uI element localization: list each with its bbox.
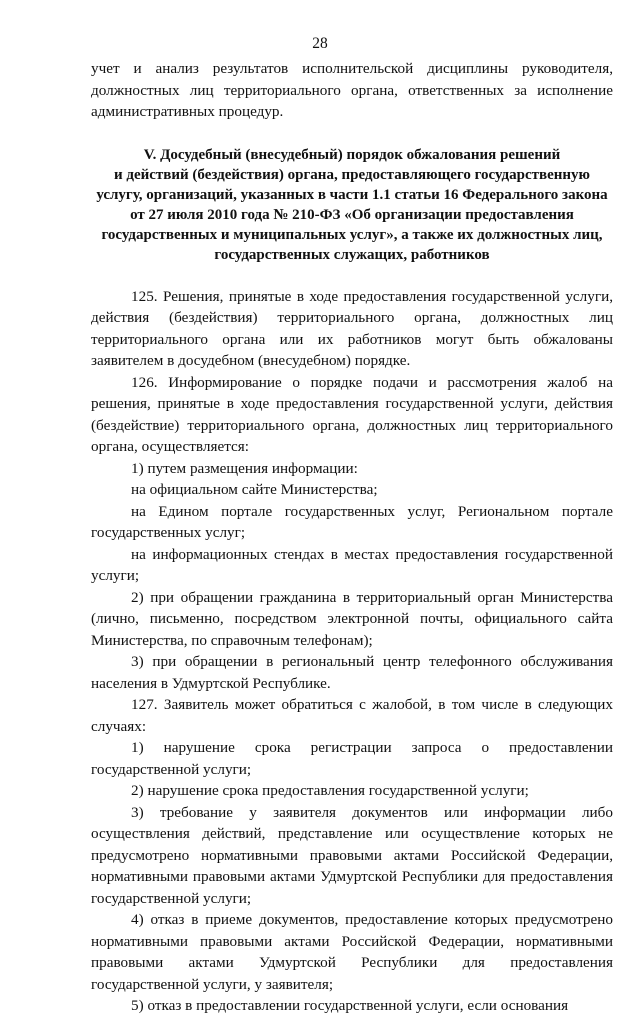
heading-line: от 27 июля 2010 года № 210-ФЗ «Об организации предоставления: [130, 206, 574, 223]
paragraph-126: 126. Информирование о порядке подачи и рассмотрения жалоб на решения, принятые в ходе предоставления государственной услуги, действия (бездействие) территориального органа, должностных лиц территориального органа, осуществляется:: [91, 373, 613, 455]
heading-line: V. Досудебный (внесудебный) порядок обжалования решений: [143, 146, 561, 163]
list-item: 5) отказ в предоставлении государственной услуги, если основания: [131, 997, 569, 1014]
list-item: на официальном сайте Министерства;: [131, 481, 378, 498]
heading-line: государственных и муниципальных услуг», а также их должностных лиц,: [101, 226, 603, 243]
list-item: 1) нарушение срока регистрации запроса о предоставлении государственной услуги;: [91, 739, 613, 778]
list-item: 4) отказ в приеме документов, предоставление которых предусмотрено нормативными правовыми актами Российской Федерации, нормативными правовыми актами Удмуртской Республики для предоставления государственной услуги, у заявителя;: [91, 911, 613, 993]
section-heading: [91, 145, 613, 265]
heading-line: государственных служащих, работников: [214, 246, 490, 263]
paragraph-127: 127. Заявитель может обратиться с жалобой, в том числе в следующих случаях:: [91, 696, 613, 735]
heading-line: и действий (бездействия) органа, предоставляющего государственную: [113, 166, 591, 183]
paragraph-125: 125. Решения, принятые в ходе предоставления государственной услуги, действия (бездействия) территориального органа, должностных лиц территориального органа или их работников могут быть обжалованы заявителем в досудебном (внесудебном) порядке.: [91, 287, 613, 369]
list-item: на информационных стендах в местах предоставления государственной услуги;: [91, 545, 613, 584]
list-item: 2) нарушение срока предоставления государственной услуги;: [131, 782, 529, 799]
document-body: [91, 58, 613, 1017]
list-item: на Едином портале государственных услуг, Региональном портале государственных услуг;: [91, 502, 613, 541]
list-item: 2) при обращении гражданина в территориальный орган Министерства (лично, письменно, посредством электронной почты, официального сайта Министерства, по справочным телефонам);: [91, 588, 613, 649]
intro-paragraph: учет и анализ результатов исполнительской дисциплины руководителя, должностных лиц территориального органа, ответственных за исполнение административных процедур.: [91, 60, 613, 120]
list-item: 1) путем размещения информации:: [131, 459, 358, 477]
list-item: 3) требование у заявителя документов или информации либо осуществления действий, представление или осуществление которых не предусмотрено нормативными правовыми актами Российской Федерации, нормативными правовыми актами Удмуртской Республики для предоставления государственной услуги;: [91, 803, 613, 907]
page-number: 28: [312, 35, 328, 52]
heading-line: услугу, организаций, указанных в части 1.1 статьи 16 Федерального закона: [96, 186, 608, 203]
list-item: 3) при обращении в региональный центр телефонного обслуживания населения в Удмуртской Республике.: [91, 653, 613, 692]
